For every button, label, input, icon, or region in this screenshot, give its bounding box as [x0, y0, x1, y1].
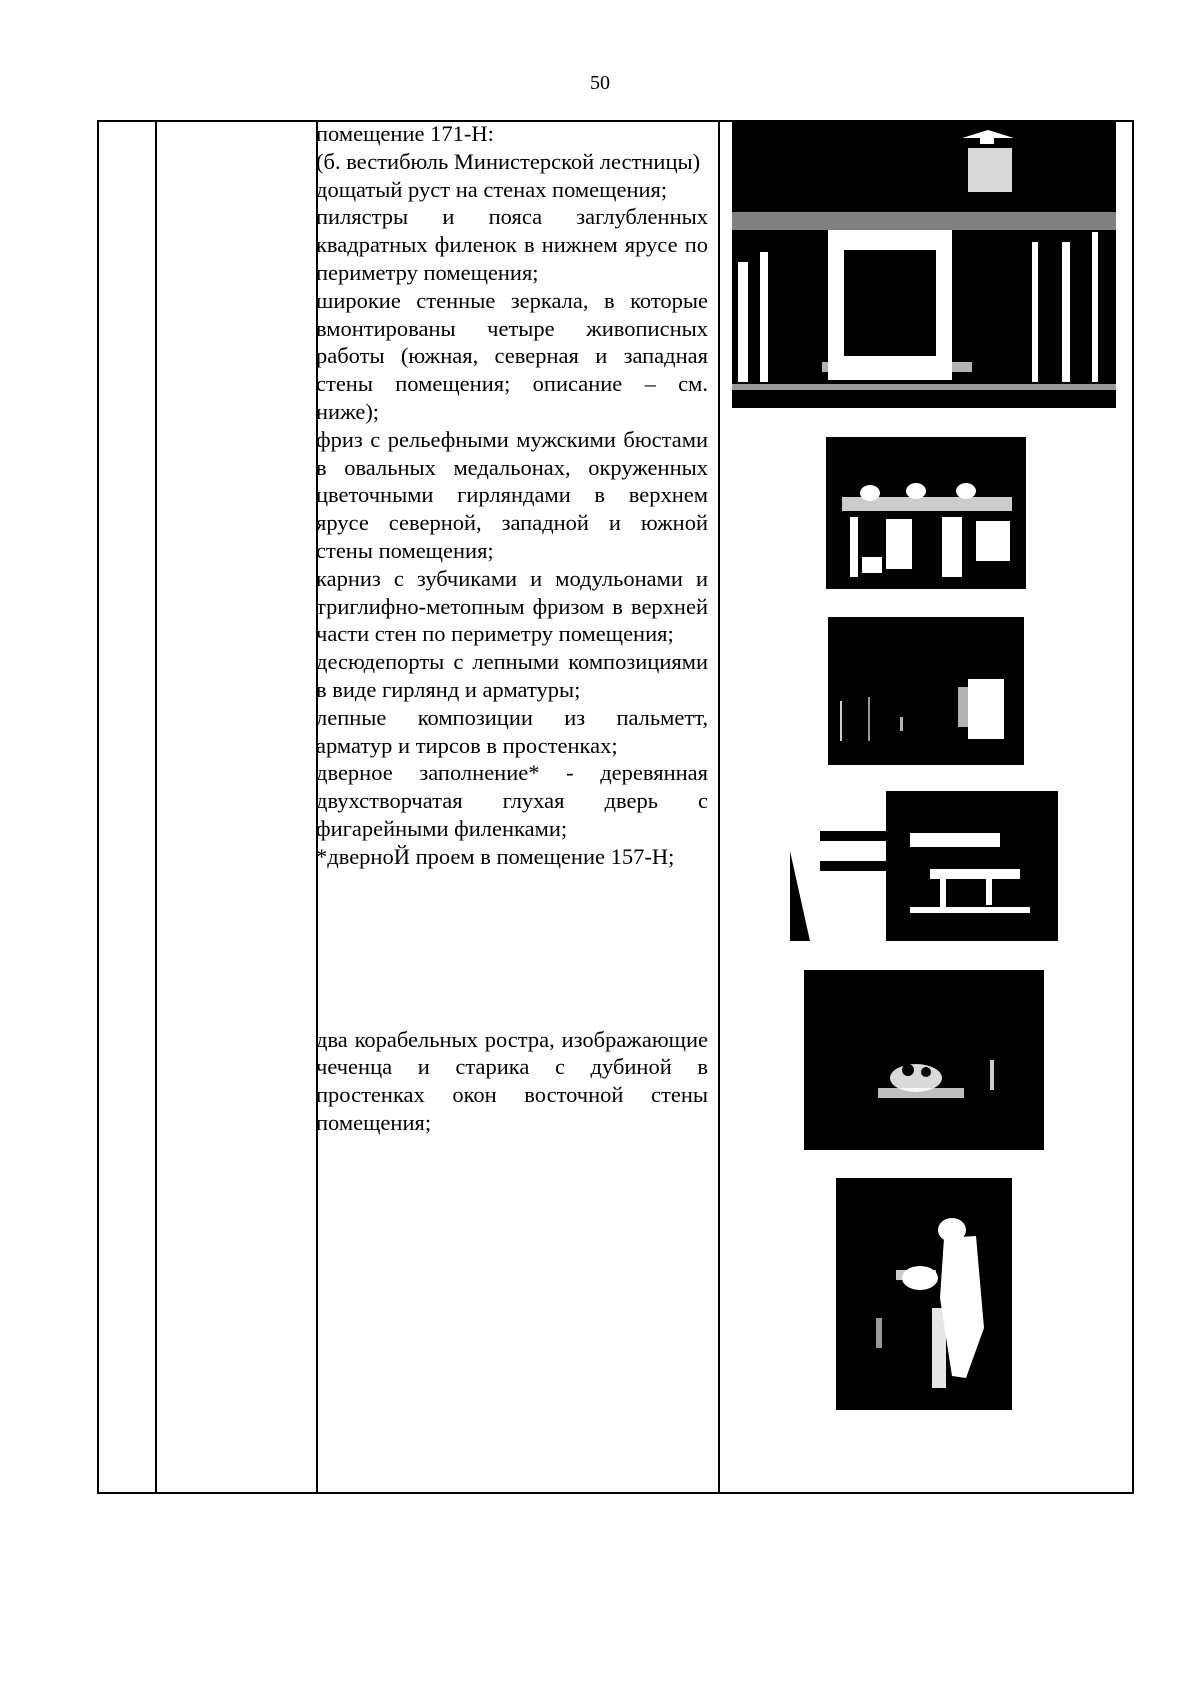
list-item-cornice: карниз с зубчиками и модульонами и триглифно-метопным фризом в верхней части стен по периметру помещения; — [316, 565, 708, 647]
list-item-frieze: фриз с рельефными мужскими бюстами в овальных медальонах, окруженных цветочными гирляндами в верхнем ярусе северной, западной и южной стены помещения; — [316, 426, 708, 563]
table-column-divider-1 — [155, 120, 157, 1494]
list-item-door-note: *дверноЙ проем в помещение 157-Н; — [316, 843, 675, 869]
list-item-overdoors: десюдепорты с лепными композициями в виде гирлянд и арматуры; — [316, 649, 708, 702]
list-item-mirrors: широкие стенные зеркала, в которые вмонтированы четыре живописных работы (южная, северная и западная стены помещения; описание – см. ниже); — [316, 287, 708, 424]
list-item-stucco: лепные композиции из пальметт, арматур и тирсов в простенках; — [316, 704, 708, 758]
room-former-name: (б. вестибюль Министерской лестницы) — [316, 148, 701, 174]
page-number: 50 — [590, 72, 610, 94]
text-spacer — [316, 871, 708, 1026]
photo-frieze-medallions — [826, 437, 1026, 589]
photo-vestibule-interior — [732, 122, 1116, 408]
list-item-door: дверное заполнение* - деревянная двухстворчатая глухая дверь с фигарейными филенками; — [316, 760, 708, 841]
list-item-rustication: дощатый руст на стенах помещения; — [316, 176, 668, 202]
photo-cornice — [828, 617, 1024, 765]
photo-overdoor — [790, 791, 1058, 941]
photo-ship-rostrum — [836, 1178, 1012, 1410]
table-column-divider-3 — [718, 120, 720, 1494]
list-item-pilasters: пилястры и пояса заглубленных квадратных филенок в нижнем ярусе по периметру помещения; — [316, 204, 708, 285]
photo-stucco-composition — [804, 970, 1044, 1150]
room-heading: помещение 171-Н: — [316, 121, 494, 146]
description-column — [316, 120, 708, 1137]
list-item-rostra: два корабельных ростра, изображающие чеченца и старика с дубиной в простенках окон восточной стены помещения; — [316, 1026, 708, 1135]
